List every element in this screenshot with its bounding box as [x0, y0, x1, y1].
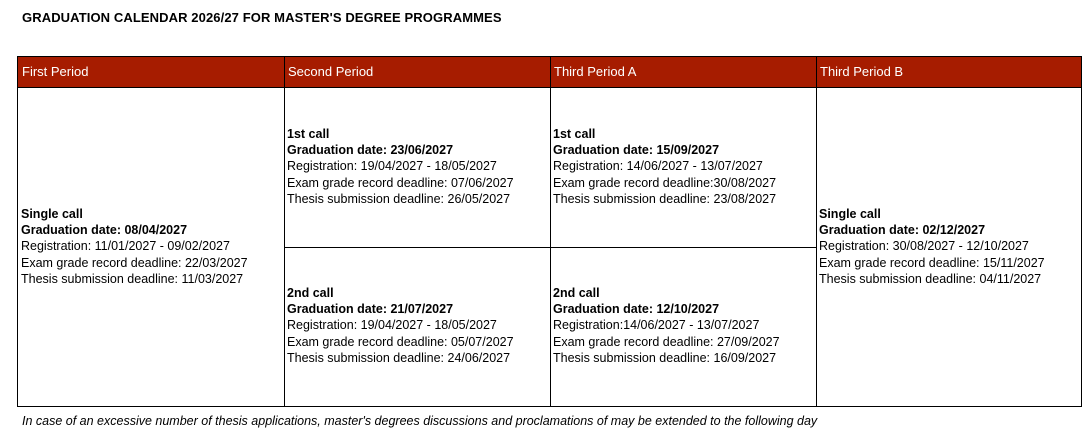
- header-third-period-b: Third Period B: [820, 64, 904, 79]
- third-period-b-cell: [819, 206, 1045, 287]
- registration-period: Registration: 19/04/2027 - 18/05/2027: [287, 159, 497, 174]
- thesis-deadline: Thesis submission deadline: 11/03/2027: [21, 271, 244, 286]
- call-label: 2nd call: [287, 286, 334, 300]
- call-label: 1st call: [553, 127, 596, 141]
- third-period-a-call1-cell: [553, 126, 776, 207]
- second-period-call2-cell: [287, 285, 514, 366]
- graduation-date: Graduation date: 21/07/2027: [287, 302, 454, 317]
- graduation-calendar-table: [17, 56, 1082, 407]
- registration-period: Registration:14/06/2027 - 13/07/2027: [553, 318, 760, 333]
- graduation-date: Graduation date: 15/09/2027: [553, 143, 720, 158]
- column-divider: [816, 57, 817, 406]
- column-divider: [550, 57, 551, 406]
- exam-deadline: Exam grade record deadline: 07/06/2027: [287, 175, 514, 190]
- exam-deadline: Exam grade record deadline: 27/09/2027: [553, 334, 780, 349]
- registration-period: Registration: 11/01/2027 - 09/02/2027: [21, 239, 230, 254]
- exam-deadline: Exam grade record deadline: 15/11/2027: [819, 255, 1045, 270]
- header-second-period: Second Period: [288, 64, 374, 79]
- thesis-deadline: Thesis submission deadline: 24/06/2027: [287, 350, 511, 365]
- thesis-deadline: Thesis submission deadline: 04/11/2027: [819, 271, 1042, 286]
- registration-period: Registration: 19/04/2027 - 18/05/2027: [287, 318, 497, 333]
- row-divider: [284, 247, 816, 248]
- exam-deadline: Exam grade record deadline: 22/03/2027: [21, 255, 248, 270]
- call-label: Single call: [21, 207, 83, 221]
- thesis-deadline: Thesis submission deadline: 16/09/2027: [553, 350, 777, 365]
- thesis-deadline: Thesis submission deadline: 23/08/2027: [553, 191, 777, 206]
- registration-period: Registration: 14/06/2027 - 13/07/2027: [553, 159, 763, 174]
- header-third-period-a: Third Period A: [554, 64, 637, 79]
- graduation-date: Graduation date: 02/12/2027: [819, 223, 986, 238]
- graduation-date: Graduation date: 23/06/2027: [287, 143, 454, 158]
- exam-deadline: Exam grade record deadline: 05/07/2027: [287, 334, 514, 349]
- first-period-cell: [21, 206, 248, 287]
- thesis-deadline: Thesis submission deadline: 26/05/2027: [287, 191, 511, 206]
- column-divider: [284, 57, 285, 406]
- graduation-date: Graduation date: 12/10/2027: [553, 302, 720, 317]
- third-period-a-call2-cell: [553, 285, 780, 366]
- second-period-call1-cell: [287, 126, 514, 207]
- call-label: 1st call: [287, 127, 330, 141]
- registration-period: Registration: 30/08/2027 - 12/10/2027: [819, 239, 1029, 254]
- graduation-date: Graduation date: 08/04/2027: [21, 223, 188, 238]
- exam-deadline: Exam grade record deadline:30/08/2027: [553, 175, 777, 190]
- call-label: 2nd call: [553, 286, 600, 300]
- footnote: In case of an excessive number of thesis applications, master's degrees discussions and proclamations of may be extended to the following day: [22, 414, 818, 428]
- header-first-period: First Period: [22, 64, 89, 79]
- page-title: GRADUATION CALENDAR 2026/27 FOR MASTER'S DEGREE PROGRAMMES: [22, 10, 502, 25]
- call-label: Single call: [819, 207, 881, 221]
